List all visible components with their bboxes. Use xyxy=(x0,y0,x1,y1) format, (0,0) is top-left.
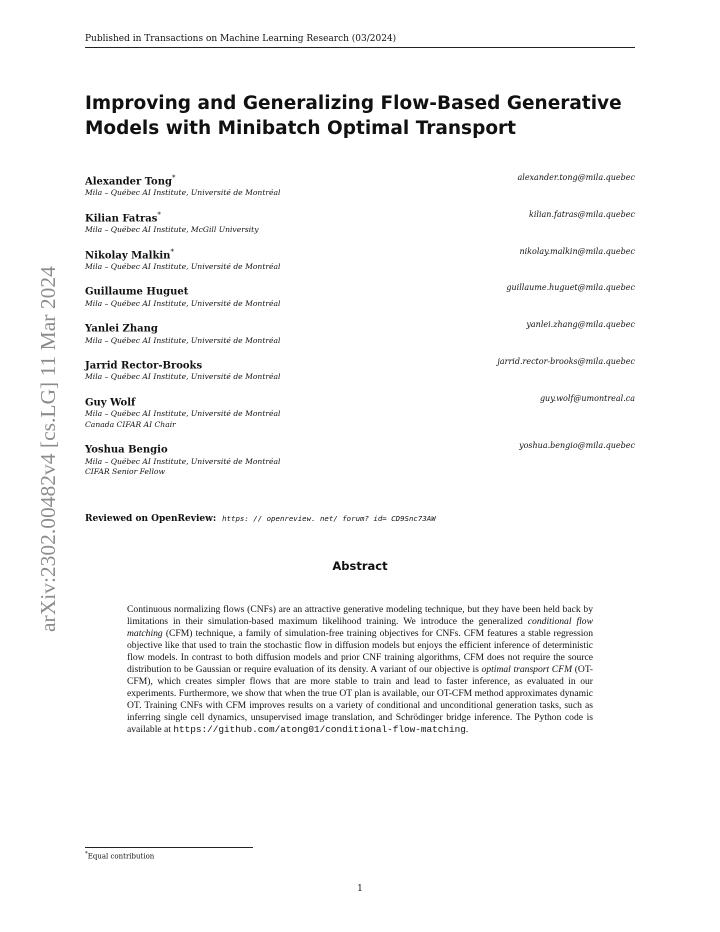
abstract-heading: Abstract xyxy=(332,559,388,573)
author-affiliation: Mila – Québec AI Institute, Université de Montréal xyxy=(85,261,281,271)
author-email[interactable]: guy.wolf@umontreal.ca xyxy=(539,393,635,403)
author-list xyxy=(85,172,635,488)
author-entry xyxy=(85,172,635,199)
abstract-segment: conditional flow matching xyxy=(127,616,593,639)
footnote xyxy=(85,851,154,860)
author-affiliation: Mila – Québec AI Institute, Université de Montréal xyxy=(85,188,281,198)
author-email[interactable]: yoshua.bengio@mila.quebec xyxy=(519,441,635,451)
author-name: Kilian Fatras* xyxy=(85,210,161,225)
abstract-segment: Continuous normalizing flows (CNFs) are an attractive generative modeling technique, but they have been held back by limitations in their simulation-based maximum likelihood training. We introduce the generalized xyxy=(127,604,593,627)
author-affiliation: CIFAR Senior Fellow xyxy=(85,467,165,477)
author-affiliation: Mila – Québec AI Institute, Université de Montréal xyxy=(85,456,281,466)
author-name: Guillaume Huguet xyxy=(85,286,189,298)
author-name: Alexander Tong* xyxy=(85,174,176,188)
equal-contribution-marker: * xyxy=(157,210,161,219)
page-number: 1 xyxy=(357,884,363,894)
abstract-segment: (CFM) technique, a family of simulation-free training objectives for CNFs. CFM features a stable regression objective like that used to train the stochastic flow in diffusion models but enjoys the efficient inference of deterministic flow models. In contrast to both diffusion models and prior CNF training algorithms, CFM does not require the source distribution to be Gaussian or require evaluation of its density. A variant of our objective is xyxy=(127,628,593,675)
author-email[interactable]: nikolay.malkin@mila.quebec xyxy=(519,246,635,256)
author-entry xyxy=(85,440,635,477)
author-entry xyxy=(85,246,635,273)
running-head: Published in Transactions on Machine Learning Research (03/2024) xyxy=(85,34,635,48)
author-name: Guy Wolf xyxy=(85,397,136,409)
author-email[interactable]: kilian.fatras@mila.quebec xyxy=(529,209,635,219)
author-email[interactable]: guillaume.huguet@mila.quebec xyxy=(506,283,635,293)
paper-title: Improving and Generalizing Flow-Based Generative Models with Minibatch Optimal Transport xyxy=(85,93,622,139)
abstract-segment: (OT-CFM), which creates simpler flows that are more stable to train and lead to faster inference, as evaluated in our experiments. Furthermore, we show that when the true OT plan is available, our OT-CFM method approximates dynamic OT. Training CNFs with CFM improves results on a variety of conditional and unconditional generation tasks, such as inferring single cell dynamics, unsupervised image translation, and Schrödinger bridge inference. The Python code is available at xyxy=(127,664,593,735)
openreview-link[interactable]: https: // openreview. net/ forum? id= CD9Snc73AW xyxy=(222,514,436,523)
author-affiliation: Mila – Québec AI Institute, Université de Montréal xyxy=(85,298,281,308)
author-name: Yanlei Zhang xyxy=(85,323,158,335)
code-repository-link[interactable]: https://github.com/atong01/conditional-flow-matching xyxy=(173,724,466,735)
author-entry xyxy=(85,282,635,309)
author-affiliation: Mila – Québec AI Institute, McGill University xyxy=(85,225,259,235)
abstract-segment: . xyxy=(465,724,469,735)
footnote-divider xyxy=(85,847,253,848)
author-affiliation: Mila – Québec AI Institute, Université de Montréal xyxy=(85,335,281,345)
footnote-marker: * xyxy=(85,851,88,857)
author-email[interactable]: alexander.tong@mila.quebec xyxy=(517,173,635,182)
arxiv-identifier: arXiv:2302.00482v4 [cs.LG] 11 Mar 2024 xyxy=(36,266,60,632)
author-name: Jarrid Rector-Brooks xyxy=(85,360,203,372)
review-label: Reviewed on OpenReview: xyxy=(85,514,217,524)
abstract-text xyxy=(127,604,593,736)
equal-contribution-marker: * xyxy=(170,247,174,256)
review-line xyxy=(85,514,645,524)
author-affiliation: Mila – Québec AI Institute, Université de Montréal xyxy=(85,409,281,419)
author-entry xyxy=(85,356,635,383)
author-name: Nikolay Malkin* xyxy=(85,247,174,261)
abstract-segment: optimal transport CFM xyxy=(481,664,573,675)
author-email[interactable]: jarrid.rector-brooks@mila.quebec xyxy=(497,357,635,367)
author-name: Yoshua Bengio xyxy=(85,444,168,456)
author-entry xyxy=(85,319,635,346)
equal-contribution-marker: * xyxy=(171,174,176,182)
author-affiliation: Mila – Québec AI Institute, Université de Montréal xyxy=(85,372,281,382)
footnote-text: Equal contribution xyxy=(87,852,155,861)
author-email[interactable]: yanlei.zhang@mila.quebec xyxy=(526,320,635,330)
author-entry xyxy=(85,393,635,430)
author-entry xyxy=(85,209,635,236)
author-affiliation: Canada CIFAR AI Chair xyxy=(85,419,176,429)
